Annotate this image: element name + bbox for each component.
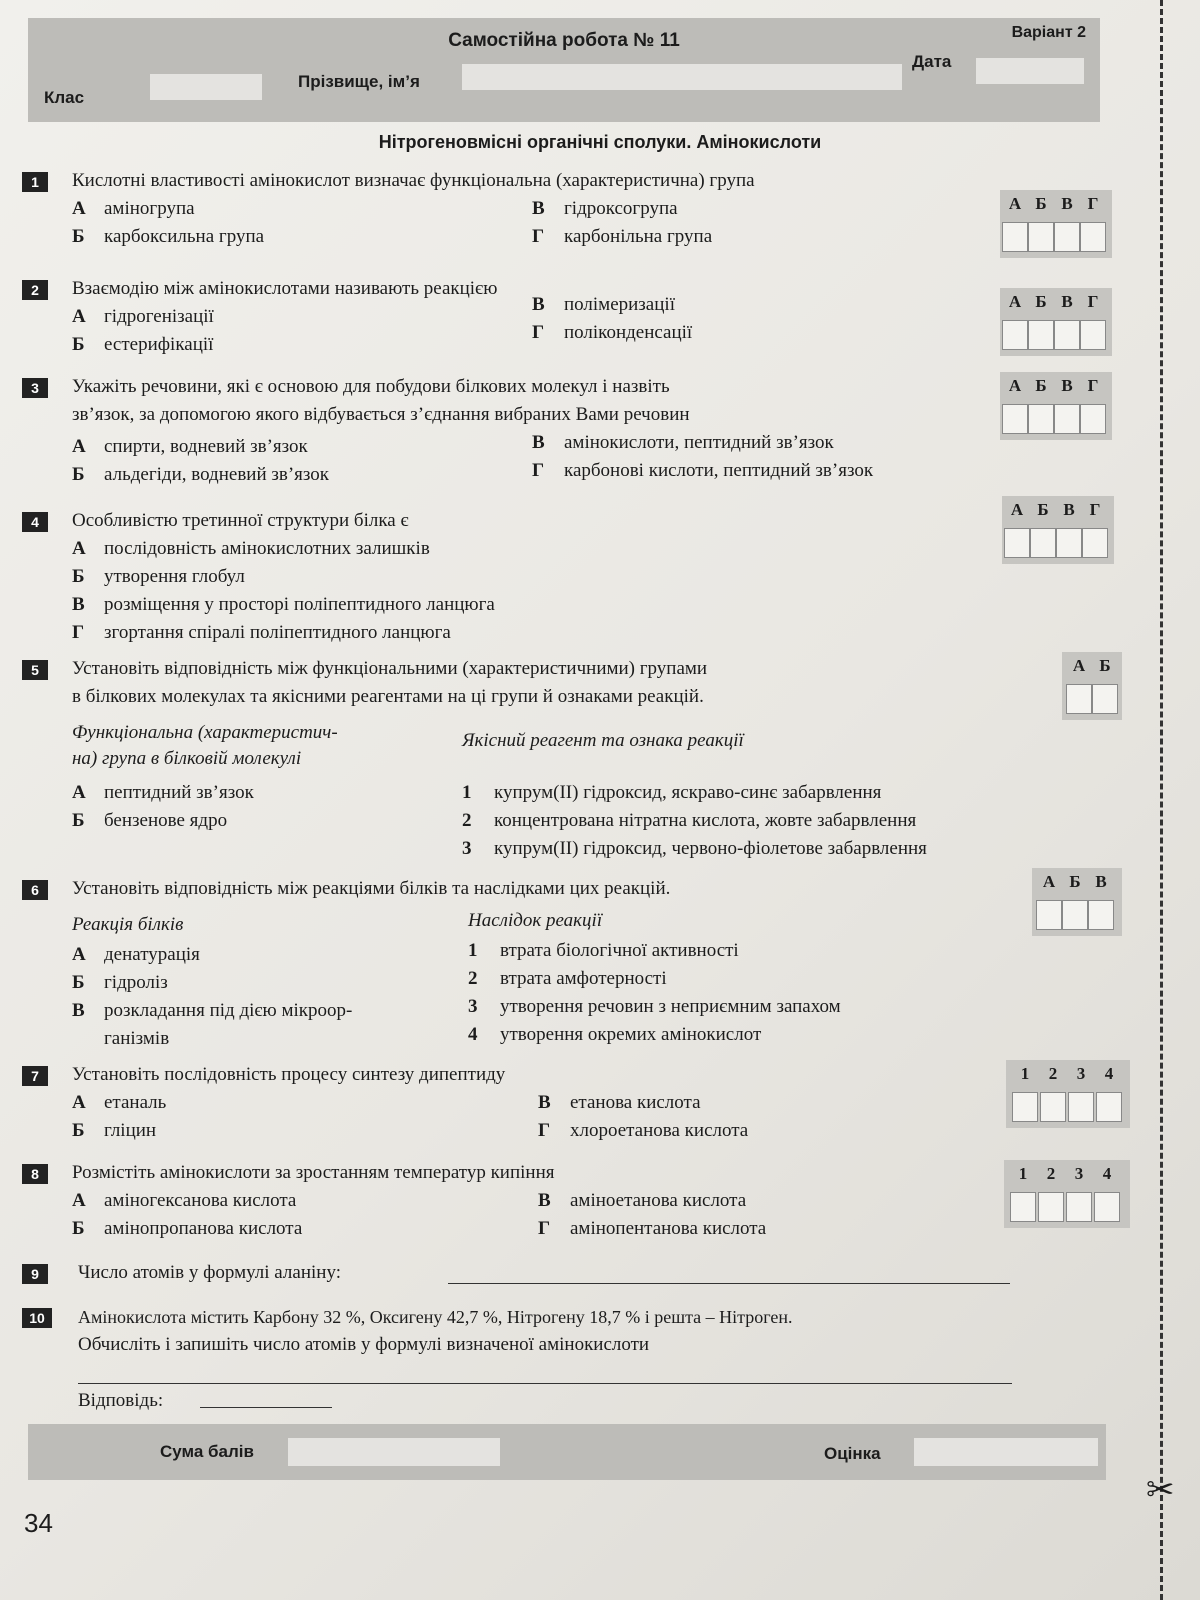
right-item-2: 2 втрата амфотерності <box>468 968 667 989</box>
option-a: А аміногексанова кислота <box>72 1190 297 1211</box>
answer-cell[interactable] <box>1030 528 1056 558</box>
question-7 <box>22 1062 1022 1146</box>
grid-label: Г <box>1087 376 1099 395</box>
grid-label: А <box>1072 656 1086 675</box>
answer-cell[interactable] <box>1054 404 1080 434</box>
grid-label: Г <box>1087 292 1099 311</box>
option-v: В гідроксогрупа <box>532 198 678 219</box>
left-item-b: Б бензенове ядро <box>72 810 228 831</box>
question-text: Установіть відповідність між функціональними (характеристичними) групами <box>72 658 708 679</box>
left-item-v-cont: ганізмів <box>104 1028 170 1049</box>
header-band <box>28 18 1100 122</box>
answer-cell[interactable] <box>1062 900 1088 930</box>
answer-grid-1 <box>1000 190 1112 258</box>
answer-cell[interactable] <box>1040 1092 1066 1122</box>
question-number: 3 <box>22 378 48 398</box>
question-text: Кислотні властивості амінокислот визначає функціональна (характеристична) група <box>72 170 755 191</box>
question-text-cont: Обчисліть і запишіть число атомів у формулі визначеної амінокислоти <box>78 1334 650 1355</box>
name-field[interactable] <box>462 64 902 90</box>
answer-grid-3 <box>1000 372 1112 440</box>
answer-cell[interactable] <box>1038 1192 1064 1222</box>
option-g: Г амінопентанова кислота <box>538 1218 767 1239</box>
question-number: 4 <box>22 512 48 532</box>
answer-cell[interactable] <box>1082 528 1108 558</box>
grid-label: А <box>1008 292 1022 311</box>
question-9 <box>22 1260 1022 1290</box>
grid-label: В <box>1095 872 1107 891</box>
answer-cell[interactable] <box>1012 1092 1038 1122</box>
page-number: 34 <box>24 1508 53 1538</box>
answer-cell[interactable] <box>1028 404 1054 434</box>
option-v: В амінокислоти, пептидний зв’язок <box>532 432 834 453</box>
grid-label: 4 <box>1104 1064 1114 1083</box>
question-text: Число атомів у формулі аланіну: <box>78 1262 341 1283</box>
date-label: Дата <box>912 52 952 71</box>
question-text-cont: зв’язок, за допомогою якого відбувається з’єднання вибраних Вами речовин <box>72 404 690 425</box>
date-field[interactable] <box>976 58 1084 84</box>
option-v: В аміноетанова кислота <box>538 1190 747 1211</box>
answer-cell[interactable] <box>1096 1092 1122 1122</box>
question-3 <box>22 374 1022 488</box>
grid-label: В <box>1061 194 1073 213</box>
grid-label: Г <box>1087 194 1099 213</box>
question-number: 2 <box>22 280 48 300</box>
answer-grid-2 <box>1000 288 1112 356</box>
question-number: 6 <box>22 880 48 900</box>
left-item-a: А пептидний зв’язок <box>72 782 254 803</box>
grid-label: А <box>1008 376 1022 395</box>
answer-cell[interactable] <box>1002 320 1028 350</box>
column-header-left-cont: на) група в білковій молекулі <box>72 748 302 769</box>
option-b: Б утворення глобул <box>72 566 245 587</box>
question-text: Укажіть речовини, які є основою для побудови білкових молекул і назвіть <box>72 376 670 397</box>
grid-label: 1 <box>1020 1064 1030 1083</box>
grade-field[interactable] <box>914 1438 1098 1466</box>
solution-line[interactable] <box>78 1382 1012 1384</box>
column-header-right: Наслідок реакції <box>468 910 603 931</box>
left-item-v: В розкладання під дією мікроор- <box>72 1000 353 1021</box>
option-a: А етаналь <box>72 1092 167 1113</box>
answer-grid-7 <box>1006 1060 1130 1128</box>
grid-label: А <box>1042 872 1056 891</box>
grid-label: А <box>1008 194 1022 213</box>
class-label: Клас <box>44 88 85 107</box>
answer-cell[interactable] <box>1068 1092 1094 1122</box>
option-b: Б карбоксильна група <box>72 226 265 247</box>
topic-heading: Нітрогеновмісні органічні сполуки. Амінокислоти <box>378 132 822 152</box>
question-number: 8 <box>22 1164 48 1184</box>
grid-label: 3 <box>1074 1164 1084 1183</box>
grid-label: Б <box>1099 656 1111 675</box>
column-header-right: Якісний реагент та ознака реакції <box>462 730 744 751</box>
right-item-4: 4 утворення окремих амінокислот <box>468 1024 762 1045</box>
answer-cell[interactable] <box>1004 528 1030 558</box>
page-title: Самостійна робота № 11 <box>448 30 680 51</box>
grid-label: В <box>1061 292 1073 311</box>
option-b: Б альдегіди, водневий зв’язок <box>72 464 330 485</box>
option-b: Б амінопропанова кислота <box>72 1218 303 1239</box>
variant-label: Варіант 2 <box>1011 24 1086 41</box>
option-g: Г згортання спіралі поліпептидного ланцюга <box>72 622 451 643</box>
answer-label: Відповідь: <box>78 1390 164 1411</box>
answer-cell[interactable] <box>1080 222 1106 252</box>
question-number: 1 <box>22 172 48 192</box>
grade-label: Оцінка <box>824 1444 881 1463</box>
column-header-left: Функціональна (характеристич- <box>72 722 338 743</box>
answer-cell[interactable] <box>1094 1192 1120 1222</box>
column-header-left: Реакція білків <box>72 914 184 935</box>
name-label: Прізвище, ім’я <box>298 72 420 91</box>
answer-cell[interactable] <box>1080 320 1106 350</box>
question-2 <box>22 276 1022 360</box>
question-8 <box>22 1160 1022 1244</box>
option-a: А аміногрупа <box>72 198 195 219</box>
grid-label: Б <box>1037 500 1049 519</box>
grid-label: 2 <box>1046 1164 1056 1183</box>
question-number: 7 <box>22 1066 48 1086</box>
grid-label: Б <box>1035 292 1047 311</box>
question-text: Розмістіть амінокислоти за зростанням температур кипіння <box>72 1162 555 1183</box>
option-a: А послідовність амінокислотних залишків <box>72 538 430 559</box>
grid-label: Б <box>1035 376 1047 395</box>
option-b: Б естерифікації <box>72 334 214 355</box>
answer-cell[interactable] <box>1028 222 1054 252</box>
grid-label: В <box>1063 500 1075 519</box>
option-v: В розміщення у просторі поліпептидного ланцюга <box>72 594 495 615</box>
sum-field[interactable] <box>288 1438 500 1466</box>
right-item-2: 2 концентрована нітратна кислота, жовте забарвлення <box>462 810 917 831</box>
grid-label: В <box>1061 376 1073 395</box>
answer-grid-4 <box>1002 496 1114 564</box>
answer-cell[interactable] <box>1028 320 1054 350</box>
option-g: Г поліконденсації <box>532 322 693 343</box>
question-4 <box>22 508 1022 644</box>
answer-cell[interactable] <box>1010 1192 1036 1222</box>
question-text: Установіть відповідність між реакціями білків та наслідками цих реакцій. <box>72 878 671 899</box>
footer-band <box>28 1424 1106 1480</box>
question-text: Взаємодію між амінокислотами називають реакцією <box>72 278 498 299</box>
option-b: Б гліцин <box>72 1120 157 1141</box>
question-10 <box>22 1304 1132 1414</box>
answer-grid-6 <box>1032 868 1122 936</box>
option-g: Г хлороетанова кислота <box>538 1120 749 1141</box>
option-a: А спирти, водневий зв’язок <box>72 436 308 457</box>
answer-cell[interactable] <box>1066 684 1092 714</box>
right-item-3: 3 утворення речовин з неприємним запахом <box>468 996 841 1017</box>
answer-grid-8 <box>1004 1160 1130 1228</box>
answer-grid-5 <box>1062 652 1122 720</box>
question-number: 5 <box>22 660 48 680</box>
option-v: В полімеризації <box>532 294 675 315</box>
cut-line <box>1160 0 1163 1600</box>
answer-cell[interactable] <box>1066 1192 1092 1222</box>
answer-cell[interactable] <box>1088 900 1114 930</box>
grid-label: 4 <box>1102 1164 1112 1183</box>
answer-line-10[interactable] <box>200 1406 332 1408</box>
answer-cell[interactable] <box>1092 684 1118 714</box>
class-field[interactable] <box>150 74 262 100</box>
question-6 <box>22 876 1022 1049</box>
option-g: Г карбонільна група <box>532 226 713 247</box>
answer-cell[interactable] <box>1080 404 1106 434</box>
grid-label: 3 <box>1076 1064 1086 1083</box>
scissors-icon: ✂ <box>1146 1470 1175 1510</box>
grid-label: 2 <box>1048 1064 1058 1083</box>
answer-cell[interactable] <box>1054 320 1080 350</box>
question-5 <box>22 656 1022 859</box>
answer-line-9[interactable] <box>448 1282 1010 1284</box>
question-text: Установіть послідовність процесу синтезу дипептиду <box>72 1064 506 1085</box>
option-v: В етанова кислота <box>538 1092 701 1113</box>
grid-label: Г <box>1089 500 1101 519</box>
option-g: Г карбонові кислоти, пептидний зв’язок <box>532 460 874 481</box>
question-text: Амінокислота містить Карбону 32 %, Оксигену 42,7 %, Нітрогену 18,7 % і решта – Нітроген. <box>78 1307 793 1327</box>
question-text: Особливістю третинної структури білка є <box>72 510 409 531</box>
question-number: 9 <box>22 1264 48 1284</box>
answer-cell[interactable] <box>1056 528 1082 558</box>
grid-label: А <box>1010 500 1024 519</box>
grid-label: Б <box>1035 194 1047 213</box>
answer-cell[interactable] <box>1054 222 1080 252</box>
option-a: А гідрогенізації <box>72 306 214 327</box>
grid-label: 1 <box>1018 1164 1028 1183</box>
left-item-b: Б гідроліз <box>72 972 168 993</box>
question-text-cont: в білкових молекулах та якісними реагентами на ці групи й ознаками реакцій. <box>72 686 704 707</box>
right-item-1: 1 купрум(ІІ) гідроксид, яскраво-синє забарвлення <box>462 782 882 803</box>
sum-label: Сума балів <box>160 1442 254 1461</box>
answer-cell[interactable] <box>1002 404 1028 434</box>
question-number: 10 <box>22 1308 52 1328</box>
question-1 <box>22 168 1022 258</box>
answer-cell[interactable] <box>1036 900 1062 930</box>
right-item-3: 3 купрум(ІІ) гідроксид, червоно-фіолетове забарвлення <box>462 838 927 859</box>
left-item-a: А денатурація <box>72 944 200 965</box>
right-item-1: 1 втрата біологічної активності <box>468 940 739 961</box>
answer-cell[interactable] <box>1002 222 1028 252</box>
grid-label: Б <box>1069 872 1081 891</box>
